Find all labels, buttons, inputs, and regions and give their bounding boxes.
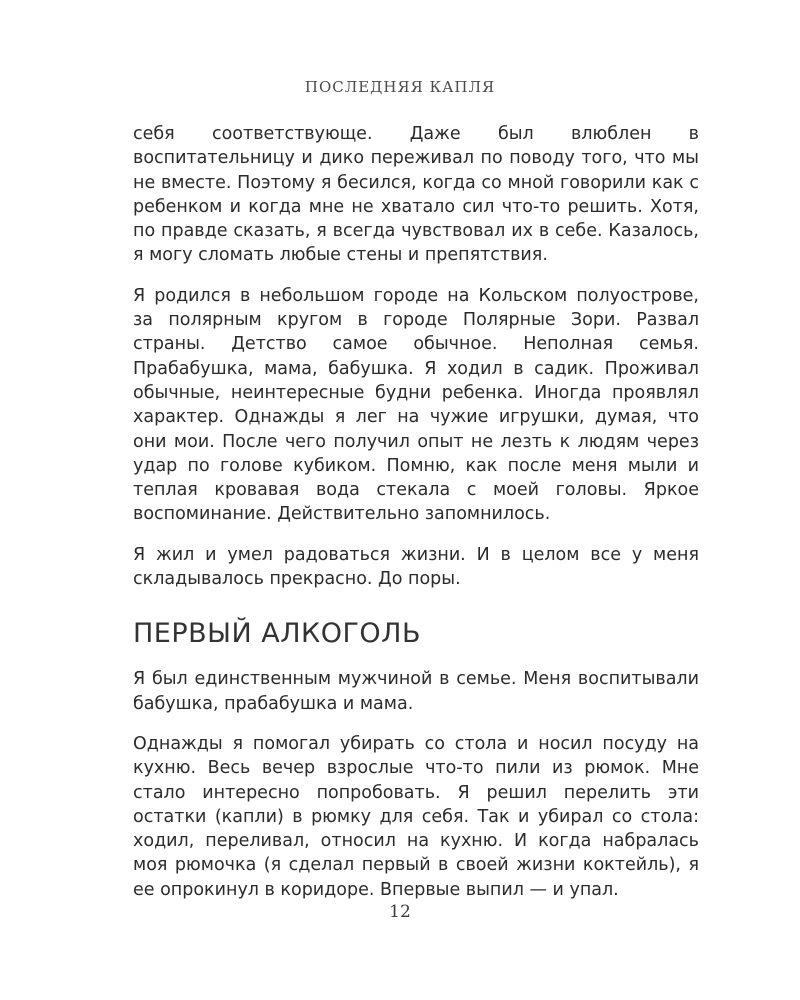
paragraph: себя соответствующе. Даже был влюблен в воспитательницу и дико переживал по поводу того, что мы не вместе. Поэтому я бесился, когда со мной говорили как с ребенком и когда мне не хватало сил что-то решить. Хотя, по правде сказать, я всегда чувствовал их в себе. Казалось, я могу сломать любые стены и препятствия. [133, 124, 699, 266]
chapter-heading: ПЕРВЫЙ АЛКОГОЛЬ [133, 618, 422, 650]
page-body [133, 122, 699, 918]
paragraph: Я жил и умел радоваться жизни. И в целом все у меня складывалось прекрасно. До поры. [133, 544, 699, 590]
running-head: ПОСЛЕДНЯЯ КАПЛЯ [304, 78, 496, 96]
page-number: 12 [389, 902, 411, 922]
paragraph: Однажды я помогал убирать со стола и носил посуду на кухню. Весь вечер взрослые что-то пили из рюмок. Мне стало интересно попробовать. Я решил перелить эти остатки (капли) в рюмку для себя. Так и убирал со стола: ходил, переливал, относил на кухню. И когда набралась моя рюмочка (я сделал первый в своей жизни коктейль), я ее опрокинул в коридоре. Впервые выпил — и упал. [133, 733, 699, 900]
paragraph: Я был единственным мужчиной в семье. Меня воспитывали бабушка, прабабушка и мама. [133, 669, 699, 714]
paragraph: Я родился в небольшом городе на Кольском полуострове, за полярным кругом в городе Полярные Зори. Развал страны. Детство самое обычное. Неполная семья. Прабабушка, мама, бабушка. Я ходил в садик. Проживал обычные, неинтересные будни ребенка. Иногда проявлял характер. Однажды я лег на чужие игрушки, думая, что они мои. После чего получил опыт не лезть к людям через удар по голове кубиком. Помню, как после меня мыли и теплая кровавая вода стекала с моей головы. Яркое воспоминание. Действительно запомнилось. [133, 285, 699, 525]
